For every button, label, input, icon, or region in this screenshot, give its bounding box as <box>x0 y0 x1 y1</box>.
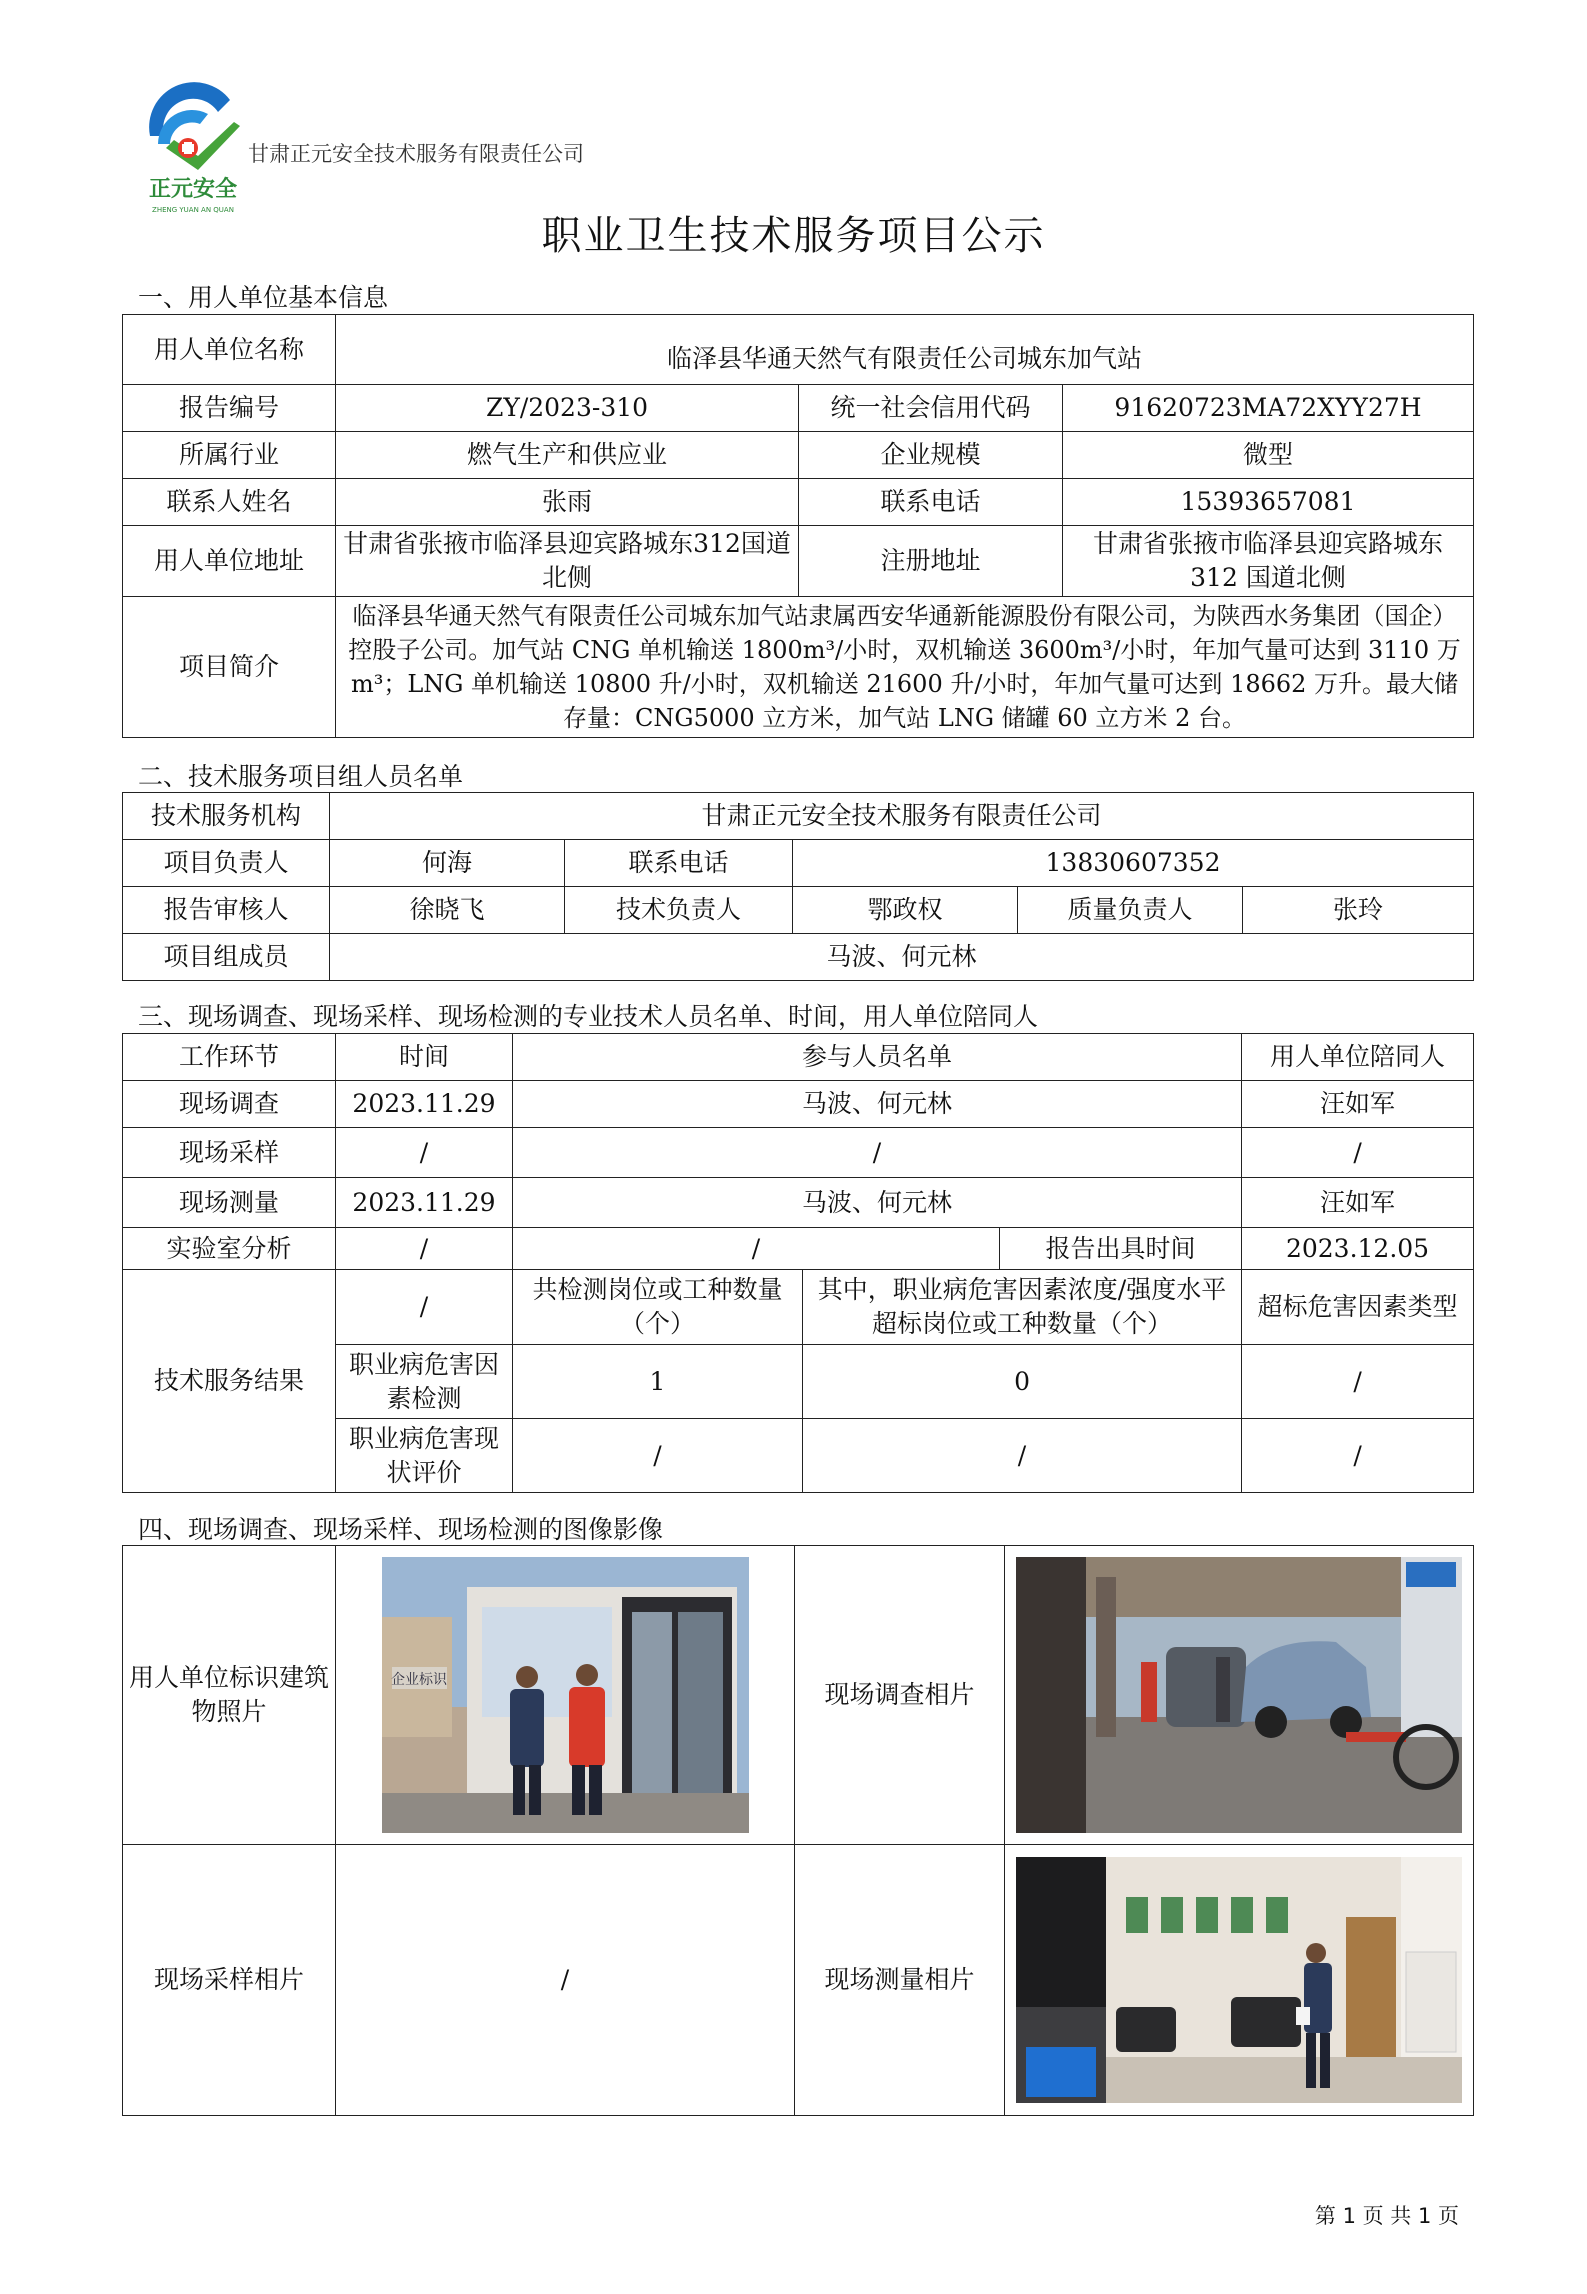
phone-label: 联系电话 <box>799 479 1063 526</box>
lab-people: / <box>513 1228 1000 1270</box>
lab-time: / <box>336 1228 513 1270</box>
leader: 何海 <box>330 840 565 887</box>
sampling-label: 现场采样 <box>123 1128 336 1178</box>
page-title: 职业卫生技术服务项目公示 <box>541 213 1046 259</box>
result-head-exceed: 其中，职业病危害因素浓度/强度水平超标岗位或工种数量（个） <box>803 1270 1242 1345</box>
org-label: 技术服务机构 <box>123 793 330 840</box>
field-work-table <box>122 1033 1474 1493</box>
company-logo <box>138 78 248 218</box>
lab-label: 实验室分析 <box>123 1228 336 1270</box>
building-photo-cell <box>336 1546 795 1845</box>
contact: 张雨 <box>336 479 799 526</box>
survey-label: 现场调查 <box>123 1081 336 1128</box>
survey-photo-cell <box>1005 1546 1474 1845</box>
report-no-label: 报告编号 <box>123 385 336 432</box>
measure-photo-label: 现场测量相片 <box>795 1845 1005 2116</box>
scale: 微型 <box>1063 432 1474 479</box>
intro-label: 项目简介 <box>123 597 336 738</box>
photos-table <box>122 1545 1474 2116</box>
sampling-time: / <box>336 1128 513 1178</box>
measure-photo <box>1016 1857 1462 2103</box>
address: 甘肃省张掖市临泽县迎宾路城东312国道北侧 <box>336 526 799 597</box>
section1-heading: 一、用人单位基本信息 <box>138 283 389 312</box>
contact-label: 联系人姓名 <box>123 479 336 526</box>
measure-people: 马波、何元林 <box>513 1178 1242 1228</box>
survey-photo <box>1016 1557 1462 1833</box>
scale-label: 企业规模 <box>799 432 1063 479</box>
sampling-photo-value: / <box>336 1845 795 2116</box>
survey-time: 2023.11.29 <box>336 1081 513 1128</box>
report-time: 2023.12.05 <box>1242 1228 1474 1270</box>
reg-address-label: 注册地址 <box>799 526 1063 597</box>
eval-label: 职业病危害现状评价 <box>336 1419 513 1493</box>
col-stage: 工作环节 <box>123 1034 336 1081</box>
page-number: 第 1 页 共 1 页 <box>1314 2204 1459 2228</box>
logo-text: 正元安全 <box>148 177 238 202</box>
col-escort: 用人单位陪同人 <box>1242 1034 1474 1081</box>
company-header: 甘肃正元安全技术服务有限责任公司 <box>248 142 584 166</box>
industry: 燃气生产和供应业 <box>336 432 799 479</box>
tech-lead: 鄂政权 <box>793 887 1018 934</box>
sampling-people: / <box>513 1128 1242 1178</box>
tech-lead-label: 技术负责人 <box>565 887 793 934</box>
leader-phone-label: 联系电话 <box>565 840 793 887</box>
phone: 15393657081 <box>1063 479 1474 526</box>
team-table <box>122 792 1474 981</box>
credit-code: 91620723MA72XYY27H <box>1063 385 1474 432</box>
measure-photo-cell <box>1005 1845 1474 2116</box>
quality-lead-label: 质量负责人 <box>1018 887 1243 934</box>
measure-label: 现场测量 <box>123 1178 336 1228</box>
project-intro: 临泽县华通天然气有限责任公司城东加气站隶属西安华通新能源股份有限公司，为陕西水务集团（国企）控股子公司。加气站 CNG 单机输送 1800m³/小时，双机输送 3600m³/小时，年加气量可达到 3110 万 m³；LNG 单机输送 10800 升/小时，双机输送 21600 升/小时，年加气量可达到 18662 万升。最大储存量：CNG5000 立方米，加气站 LNG 储罐 60 立方米 2 台。 <box>336 597 1474 738</box>
report-no: ZY/2023-310 <box>336 385 799 432</box>
credit-code-label: 统一社会信用代码 <box>799 385 1063 432</box>
detect-label: 职业病危害因素检测 <box>336 1345 513 1419</box>
detect-type: / <box>1242 1345 1474 1419</box>
eval-exceed: / <box>803 1419 1242 1493</box>
employer-name: 临泽县华通天然气有限责任公司城东加气站 <box>336 315 1474 385</box>
members-label: 项目组成员 <box>123 934 330 981</box>
detect-count: 1 <box>513 1345 803 1419</box>
quality-lead: 张玲 <box>1243 887 1474 934</box>
sampling-photo-label: 现场采样相片 <box>123 1845 336 2116</box>
detect-exceed: 0 <box>803 1345 1242 1419</box>
address-label: 用人单位地址 <box>123 526 336 597</box>
employer-info-table <box>122 314 1474 738</box>
col-time: 时间 <box>336 1034 513 1081</box>
result-head-blank: / <box>336 1270 513 1345</box>
org: 甘肃正元安全技术服务有限责任公司 <box>330 793 1474 840</box>
survey-people: 马波、何元林 <box>513 1081 1242 1128</box>
reg-address: 甘肃省张掖市临泽县迎宾路城东 312 国道北侧 <box>1063 526 1474 597</box>
leader-phone: 13830607352 <box>793 840 1474 887</box>
building-photo-label: 用人单位标识建筑物照片 <box>123 1546 336 1845</box>
reviewer-label: 报告审核人 <box>123 887 330 934</box>
result-head-type: 超标危害因素类型 <box>1242 1270 1474 1345</box>
industry-label: 所属行业 <box>123 432 336 479</box>
report-time-label: 报告出具时间 <box>1000 1228 1242 1270</box>
col-people: 参与人员名单 <box>513 1034 1242 1081</box>
measure-escort: 汪如军 <box>1242 1178 1474 1228</box>
eval-count: / <box>513 1419 803 1493</box>
section4-heading: 四、现场调查、现场采样、现场检测的图像影像 <box>138 1515 664 1544</box>
eval-type: / <box>1242 1419 1474 1493</box>
reviewer: 徐晓飞 <box>330 887 565 934</box>
building-sign-text: 企业标识 <box>390 1672 447 1688</box>
result-label: 技术服务结果 <box>123 1270 336 1493</box>
measure-time: 2023.11.29 <box>336 1178 513 1228</box>
survey-photo-label: 现场调查相片 <box>795 1546 1005 1845</box>
sampling-escort: / <box>1242 1128 1474 1178</box>
section2-heading: 二、技术服务项目组人员名单 <box>138 762 464 791</box>
logo-subtext: ZHENG YUAN AN QUAN <box>152 206 234 214</box>
result-head-count: 共检测岗位或工种数量（个） <box>513 1270 803 1345</box>
section3-heading: 三、现场调查、现场采样、现场检测的专业技术人员名单、时间，用人单位陪同人 <box>138 1002 1039 1031</box>
employer-name-label: 用人单位名称 <box>123 315 336 385</box>
building-photo <box>382 1557 749 1833</box>
members: 马波、何元林 <box>330 934 1474 981</box>
leader-label: 项目负责人 <box>123 840 330 887</box>
survey-escort: 汪如军 <box>1242 1081 1474 1128</box>
